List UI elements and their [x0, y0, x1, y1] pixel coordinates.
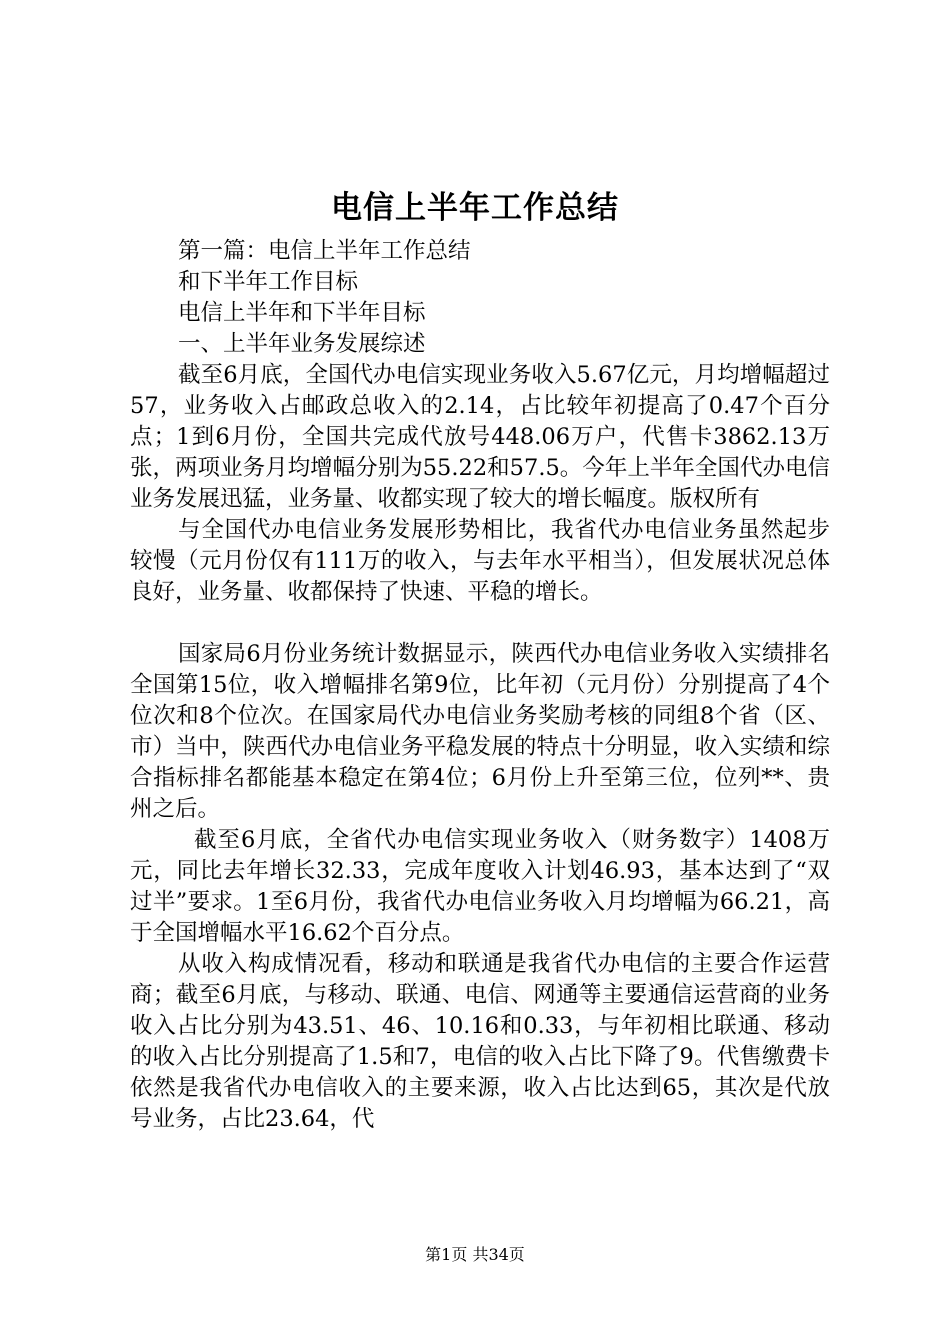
paragraph-revenue-composition: 从收入构成情况看，移动和联通是我省代办电信的主要合作运营商；截至6月底，与移动、联通、电信、网通等主要通信运营商的业务收入占比分别为43.51、46、10.16和0.33，与年初相比联通、移动的收入占比分别提高了1.5和7，电信的收入占比下降了9。代售缴费卡依然是我省代办电信收入的主要来源，收入占比达到65，其次是代放号业务，占比23.64，代	[130, 951, 830, 1132]
document-title: 电信上半年工作总结	[331, 190, 619, 226]
section-heading: 一、上半年业务发展综述	[178, 331, 426, 357]
page-footer: 第1页 共34页	[425, 1245, 525, 1264]
paragraph-ranking: 国家局6月份业务统计数据显示，陕西代办电信业务收入实绩排名全国第15位，收入增幅排名第9位，比年初（元月份）分别提高了4个位次和8个位次。在国家局代办电信业务奖励考核的同组8个省（区、市）当中，陕西代办电信业务平稳发展的特点十分明显，收入实绩和综合指标排名都能基本稳定在第4位；6月份上升至第三位，位列**、贵州之后。	[130, 641, 830, 822]
paragraph-province-comparison: 与全国代办电信业务发展形势相比，我省代办电信业务虽然起步较慢（元月份仅有111万的收入，与去年水平相当），但发展状况总体良好，业务量、收都保持了快速、平稳的增长。	[130, 517, 830, 605]
paragraph-national-summary: 截至6月底，全国代办电信实现业务收入5.67亿元，月均增幅超过57，业务收入占邮政总收入的2.14，占比较年初提高了0.47个百分点；1到6月份，全国共完成代放号448.06万户，代售卡3862.13万张，两项业务月均增幅分别为55.22和57.5。今年上半年全国代办电信业务发展迅猛，业务量、收都实现了较大的增长幅度。版权所有	[130, 362, 830, 512]
paragraph-province-revenue: 截至6月底，全省代办电信实现业务收入（财务数字）1408万元，同比去年增长32.33，完成年度收入计划46.93，基本达到了“双过半”要求。1至6月份，我省代办电信业务收入月均增幅为66.21，高于全国增幅水平16.62个百分点。	[130, 827, 830, 946]
heading-line-2: 和下半年工作目标	[178, 269, 359, 295]
document-body	[130, 236, 830, 1135]
paragraph-spacer	[130, 608, 830, 639]
heading-line-1: 第一篇：电信上半年工作总结	[178, 238, 471, 264]
heading-line-3: 电信上半年和下半年目标	[178, 300, 426, 326]
